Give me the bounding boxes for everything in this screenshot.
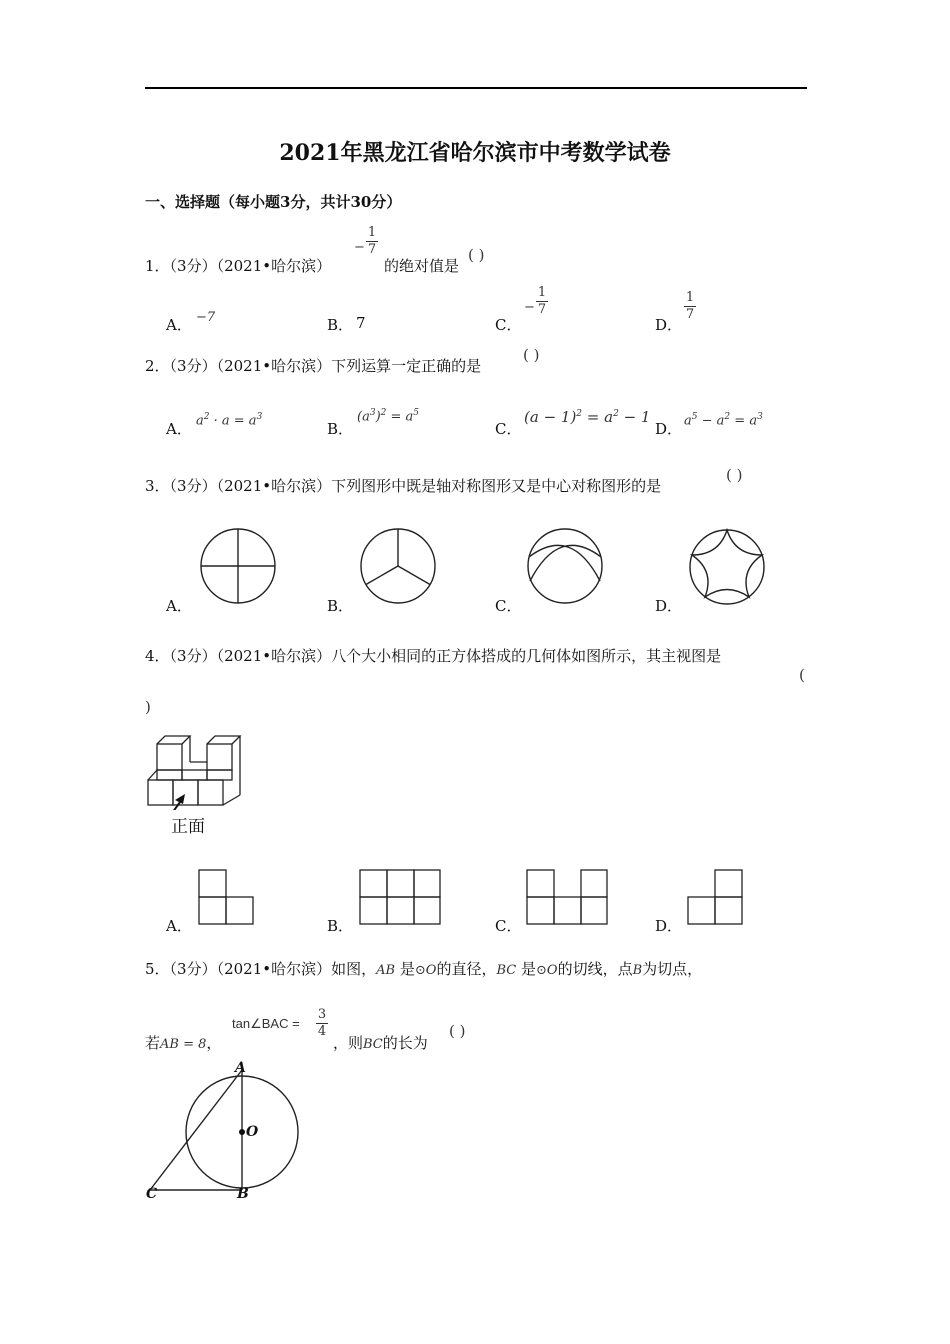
q5-stem: 5．（3分）（2021•哈尔滨）如图， xyxy=(145,960,377,978)
header-rule xyxy=(145,87,807,89)
q3-option-b-label: B． xyxy=(327,597,354,615)
q5-then: ，则 xyxy=(333,1034,364,1052)
q5-label-o: O xyxy=(246,1124,259,1140)
q4-figure-a xyxy=(198,869,254,925)
question-3-stem: 3．（3分）（2021•哈尔滨）下列图形中既是轴对称图形又是中心对称图形的是 xyxy=(145,477,662,495)
q3-option-d-label: D． xyxy=(655,597,683,615)
q5-tan-label: tan∠BAC = xyxy=(232,1016,300,1031)
q1-frac-sign: − xyxy=(354,240,365,255)
q1-d-num: 1 xyxy=(685,290,695,305)
q1-tail: 的绝对值是 xyxy=(384,257,460,275)
q5-tan-frac xyxy=(316,1003,328,1039)
q3-figure-b xyxy=(359,527,437,605)
q1-frac-den: 7 xyxy=(367,242,377,257)
q2-option-b-label: B． xyxy=(327,420,354,438)
q5-tan-num: 3 xyxy=(317,1007,327,1022)
q1-option-a: −7 xyxy=(196,310,216,325)
q5-tan-den: 4 xyxy=(317,1024,327,1039)
question-5-line-1 xyxy=(145,958,702,979)
q1-stem-text: 1．（3分）（2021•哈尔滨） xyxy=(145,257,332,275)
q4-paren-open: ( xyxy=(799,666,805,684)
q4-figure-d xyxy=(687,869,743,925)
q5-is-2: 是 xyxy=(520,960,536,978)
q3-figure-c xyxy=(526,527,604,605)
q1-option-d-label: D． xyxy=(655,316,683,334)
q3-answer-paren: ( ) xyxy=(726,466,743,484)
page-title: 2021年黑龙江省哈尔滨市中考数学试卷 xyxy=(279,140,671,166)
q3-figure-a xyxy=(199,527,277,605)
q5-label-a: A xyxy=(235,1060,246,1076)
q2-option-d: $a^5 - a^2 = a^3$ xyxy=(684,412,763,429)
q1-frac xyxy=(366,226,378,257)
q2-option-a-label: A． xyxy=(166,420,192,438)
q5-label-b: B xyxy=(237,1186,249,1202)
q5-answer-paren: ( ) xyxy=(449,1022,466,1040)
q5-label-c: C xyxy=(146,1186,158,1202)
question-1-stem xyxy=(145,255,331,276)
q3-option-c-label: C． xyxy=(495,597,522,615)
q4-option-b-label: B． xyxy=(327,917,354,935)
q5-if: 若 xyxy=(145,1034,161,1052)
q4-front-label: 正面 xyxy=(171,817,205,837)
q5-bc: BC xyxy=(496,963,517,978)
q4-solid-figure xyxy=(145,730,245,810)
q2-option-c: $(a - 1)^2 = a^2 - 1$ xyxy=(524,408,651,426)
q4-option-a-label: A． xyxy=(166,917,192,935)
q1-answer-paren: ( ) xyxy=(468,246,485,264)
q5-tangent-point: 为切点， xyxy=(642,960,703,978)
q3-figure-d xyxy=(687,527,767,607)
section-heading: 一、选择题（每小题3分，共计30分） xyxy=(145,193,402,211)
q2-option-b: $(a^3)^2 = a^5$ xyxy=(357,408,420,425)
q1-option-c-label: C． xyxy=(495,316,522,334)
q4-figure-c xyxy=(526,869,608,925)
q4-figure-b xyxy=(359,869,441,925)
q5-point-b: B xyxy=(632,963,643,978)
q5-is-1: 是 xyxy=(399,960,415,978)
q1-option-b: 7 xyxy=(356,314,366,332)
question-5-line-2a xyxy=(145,1032,221,1053)
q2-option-c-label: C． xyxy=(495,420,522,438)
q5-ab: AB xyxy=(376,963,396,978)
q5-length: 的长为 xyxy=(382,1034,428,1052)
q5-bc-2: BC xyxy=(363,1037,383,1052)
q5-comma: ， xyxy=(206,1034,222,1052)
q2-option-a: $a^2 \cdot a = a^3$ xyxy=(196,412,263,429)
q1-c-frac xyxy=(536,286,548,317)
q5-circle-o-1: ⊙O xyxy=(414,963,437,978)
q1-c-num: 1 xyxy=(537,285,547,300)
q1-option-b-label: B． xyxy=(327,316,354,334)
q4-paren-close: ) xyxy=(145,698,151,716)
q2-answer-paren: ( ) xyxy=(523,346,540,364)
q2-option-d-label: D． xyxy=(655,420,683,438)
q3-option-a-label: A． xyxy=(166,597,192,615)
question-4-stem: 4．（3分）（2021•哈尔滨）八个大小相同的正方体搭成的几何体如图所示，其主视图是 xyxy=(145,647,722,665)
q4-option-c-label: C． xyxy=(495,917,522,935)
q1-option-d xyxy=(684,286,696,322)
q1-d-frac xyxy=(684,291,696,322)
question-5-line-2b xyxy=(333,1032,428,1053)
q5-figure xyxy=(140,1060,310,1208)
q1-c-sign: − xyxy=(524,300,535,315)
q5-tangent: 的切线，点 xyxy=(557,960,633,978)
q1-option-a-label: A． xyxy=(166,316,192,334)
question-2-stem: 2．（3分）（2021•哈尔滨）下列运算一定正确的是 xyxy=(145,357,482,375)
q1-frac-num: 1 xyxy=(367,225,377,240)
q5-diameter: 的直径， xyxy=(436,960,497,978)
q5-circle-o-2: ⊙O xyxy=(536,963,558,978)
q5-ab-eq: AB = 8 xyxy=(160,1037,207,1052)
q1-c-den: 7 xyxy=(537,302,547,317)
q1-d-den: 7 xyxy=(685,307,695,322)
q4-option-d-label: D． xyxy=(655,917,683,935)
